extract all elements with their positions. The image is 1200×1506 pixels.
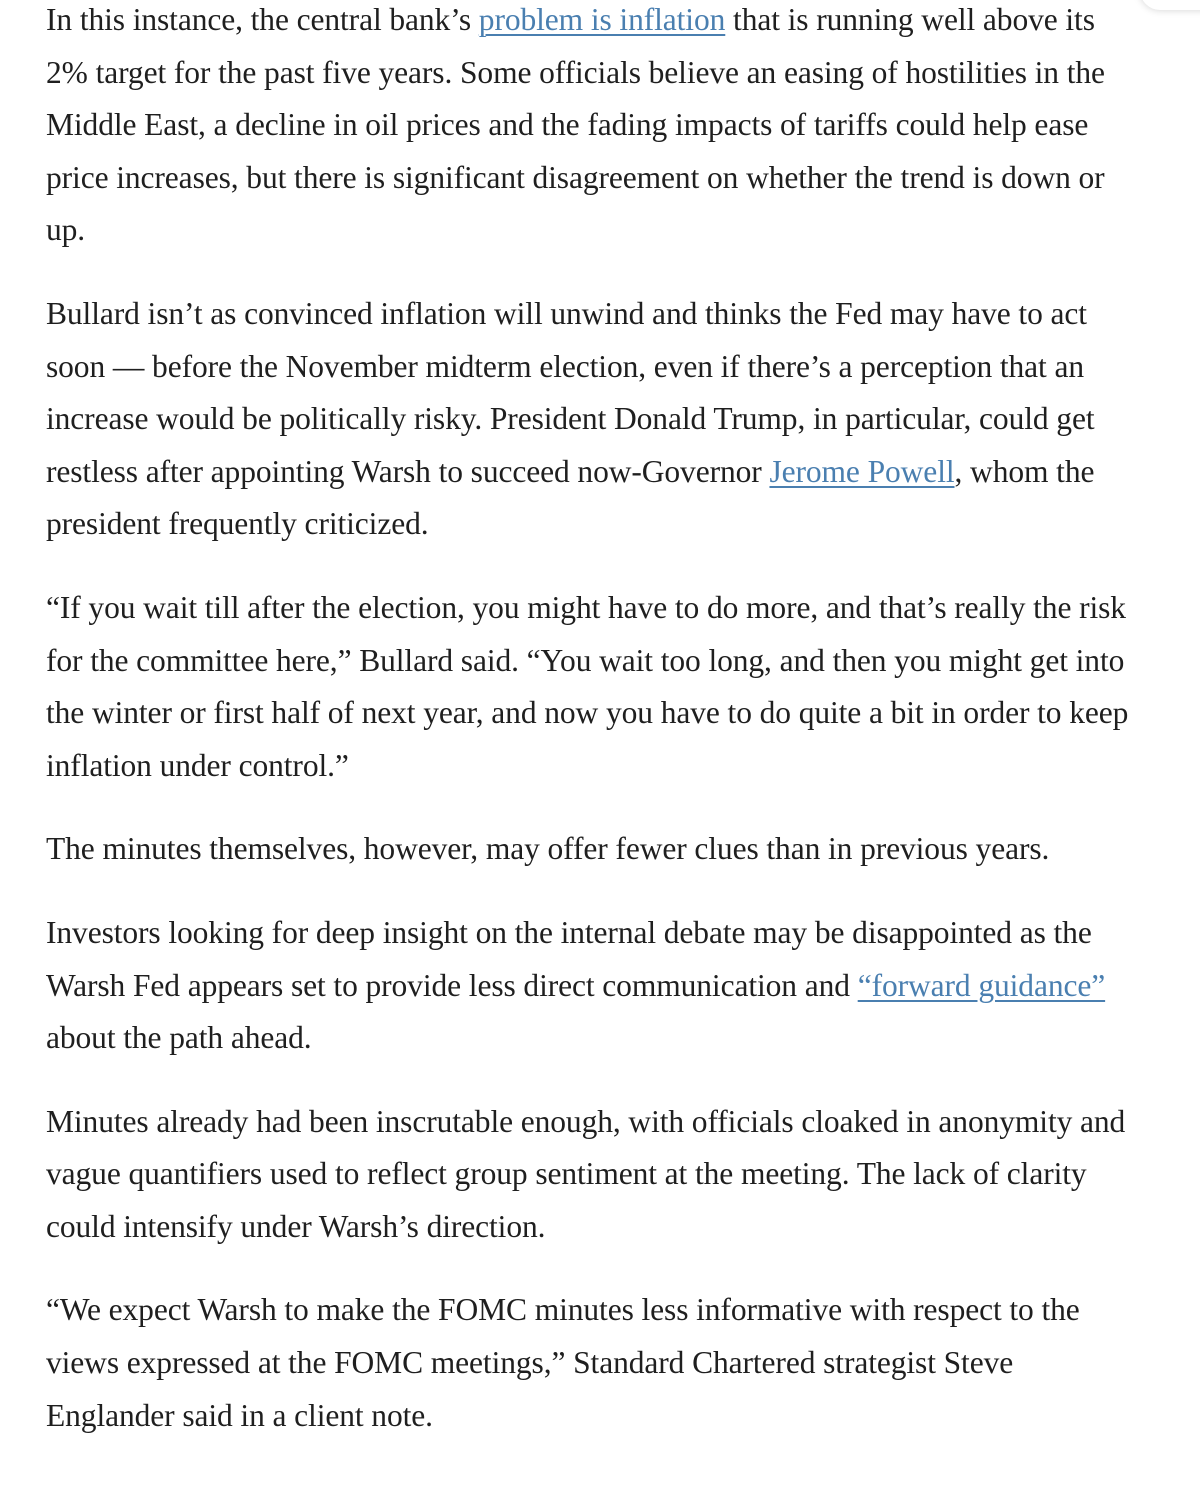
- paragraph-text: about the path ahead.: [46, 1020, 312, 1056]
- problem-is-inflation-link[interactable]: problem is inflation: [478, 2, 726, 37]
- paragraph-inscrutable: Minutes already had been inscrutable enough, with officials cloaked in anonymity and vague quantifiers used to reflect group sentiment at the meeting. The lack of clarity could intensify under Warsh’s direction.: [46, 1103, 1126, 1244]
- forward-guidance-link[interactable]: “forward guidance”: [857, 967, 1106, 1003]
- overlay-edge: [1140, 0, 1200, 10]
- paragraph-minutes: The minutes themselves, however, may offer fewer clues than in previous years.: [46, 831, 1050, 867]
- paragraph-text: Bullard isn’t as convinced inflation will unwind and thinks the Fed may have to act soon — before the November midterm election, even if there’s a perception that an increase would be politically risky. President Donald Trump, in particular, could get restless after appointing Warsh to succeed now-Governor: [46, 295, 1095, 489]
- paragraph-text: In this instance, the central bank’s: [46, 2, 479, 37]
- paragraph-inflation: [46, 0, 1136, 257]
- paragraph-text: that is running well above its 2% target for the past five years. Some officials believe an easing of hostilities in the Middle East, a decline in oil prices and the fading impacts of tariffs could help ease price increases, but there is significant disagreement on whether the trend is down or up.: [46, 2, 1105, 248]
- paragraph-quote-bullard: “If you wait till after the election, you might have to do more, and that’s really the risk for the committee here,” Bullard said. “You wait too long, and then you might get into the winter or first half of next year, and now you have to do quite a bit in order to keep inflation under control.”: [46, 589, 1129, 783]
- paragraph-bullard: [46, 288, 1136, 551]
- paragraph-text: , whom the president frequently criticized.: [46, 453, 1095, 542]
- article-body: [46, 0, 1136, 1473]
- jerome-powell-link[interactable]: Jerome Powell: [769, 453, 955, 489]
- paragraph-investors: [46, 907, 1136, 1065]
- paragraph-quote-englander: “We expect Warsh to make the FOMC minutes less informative with respect to the views expressed at the FOMC meetings,” Standard Chartered strategist Steve Englander said in a client note.: [46, 1292, 1080, 1433]
- paragraph-text: Investors looking for deep insight on the internal debate may be disappointed as the Warsh Fed appears set to provide less direct communication and: [46, 914, 1092, 1003]
